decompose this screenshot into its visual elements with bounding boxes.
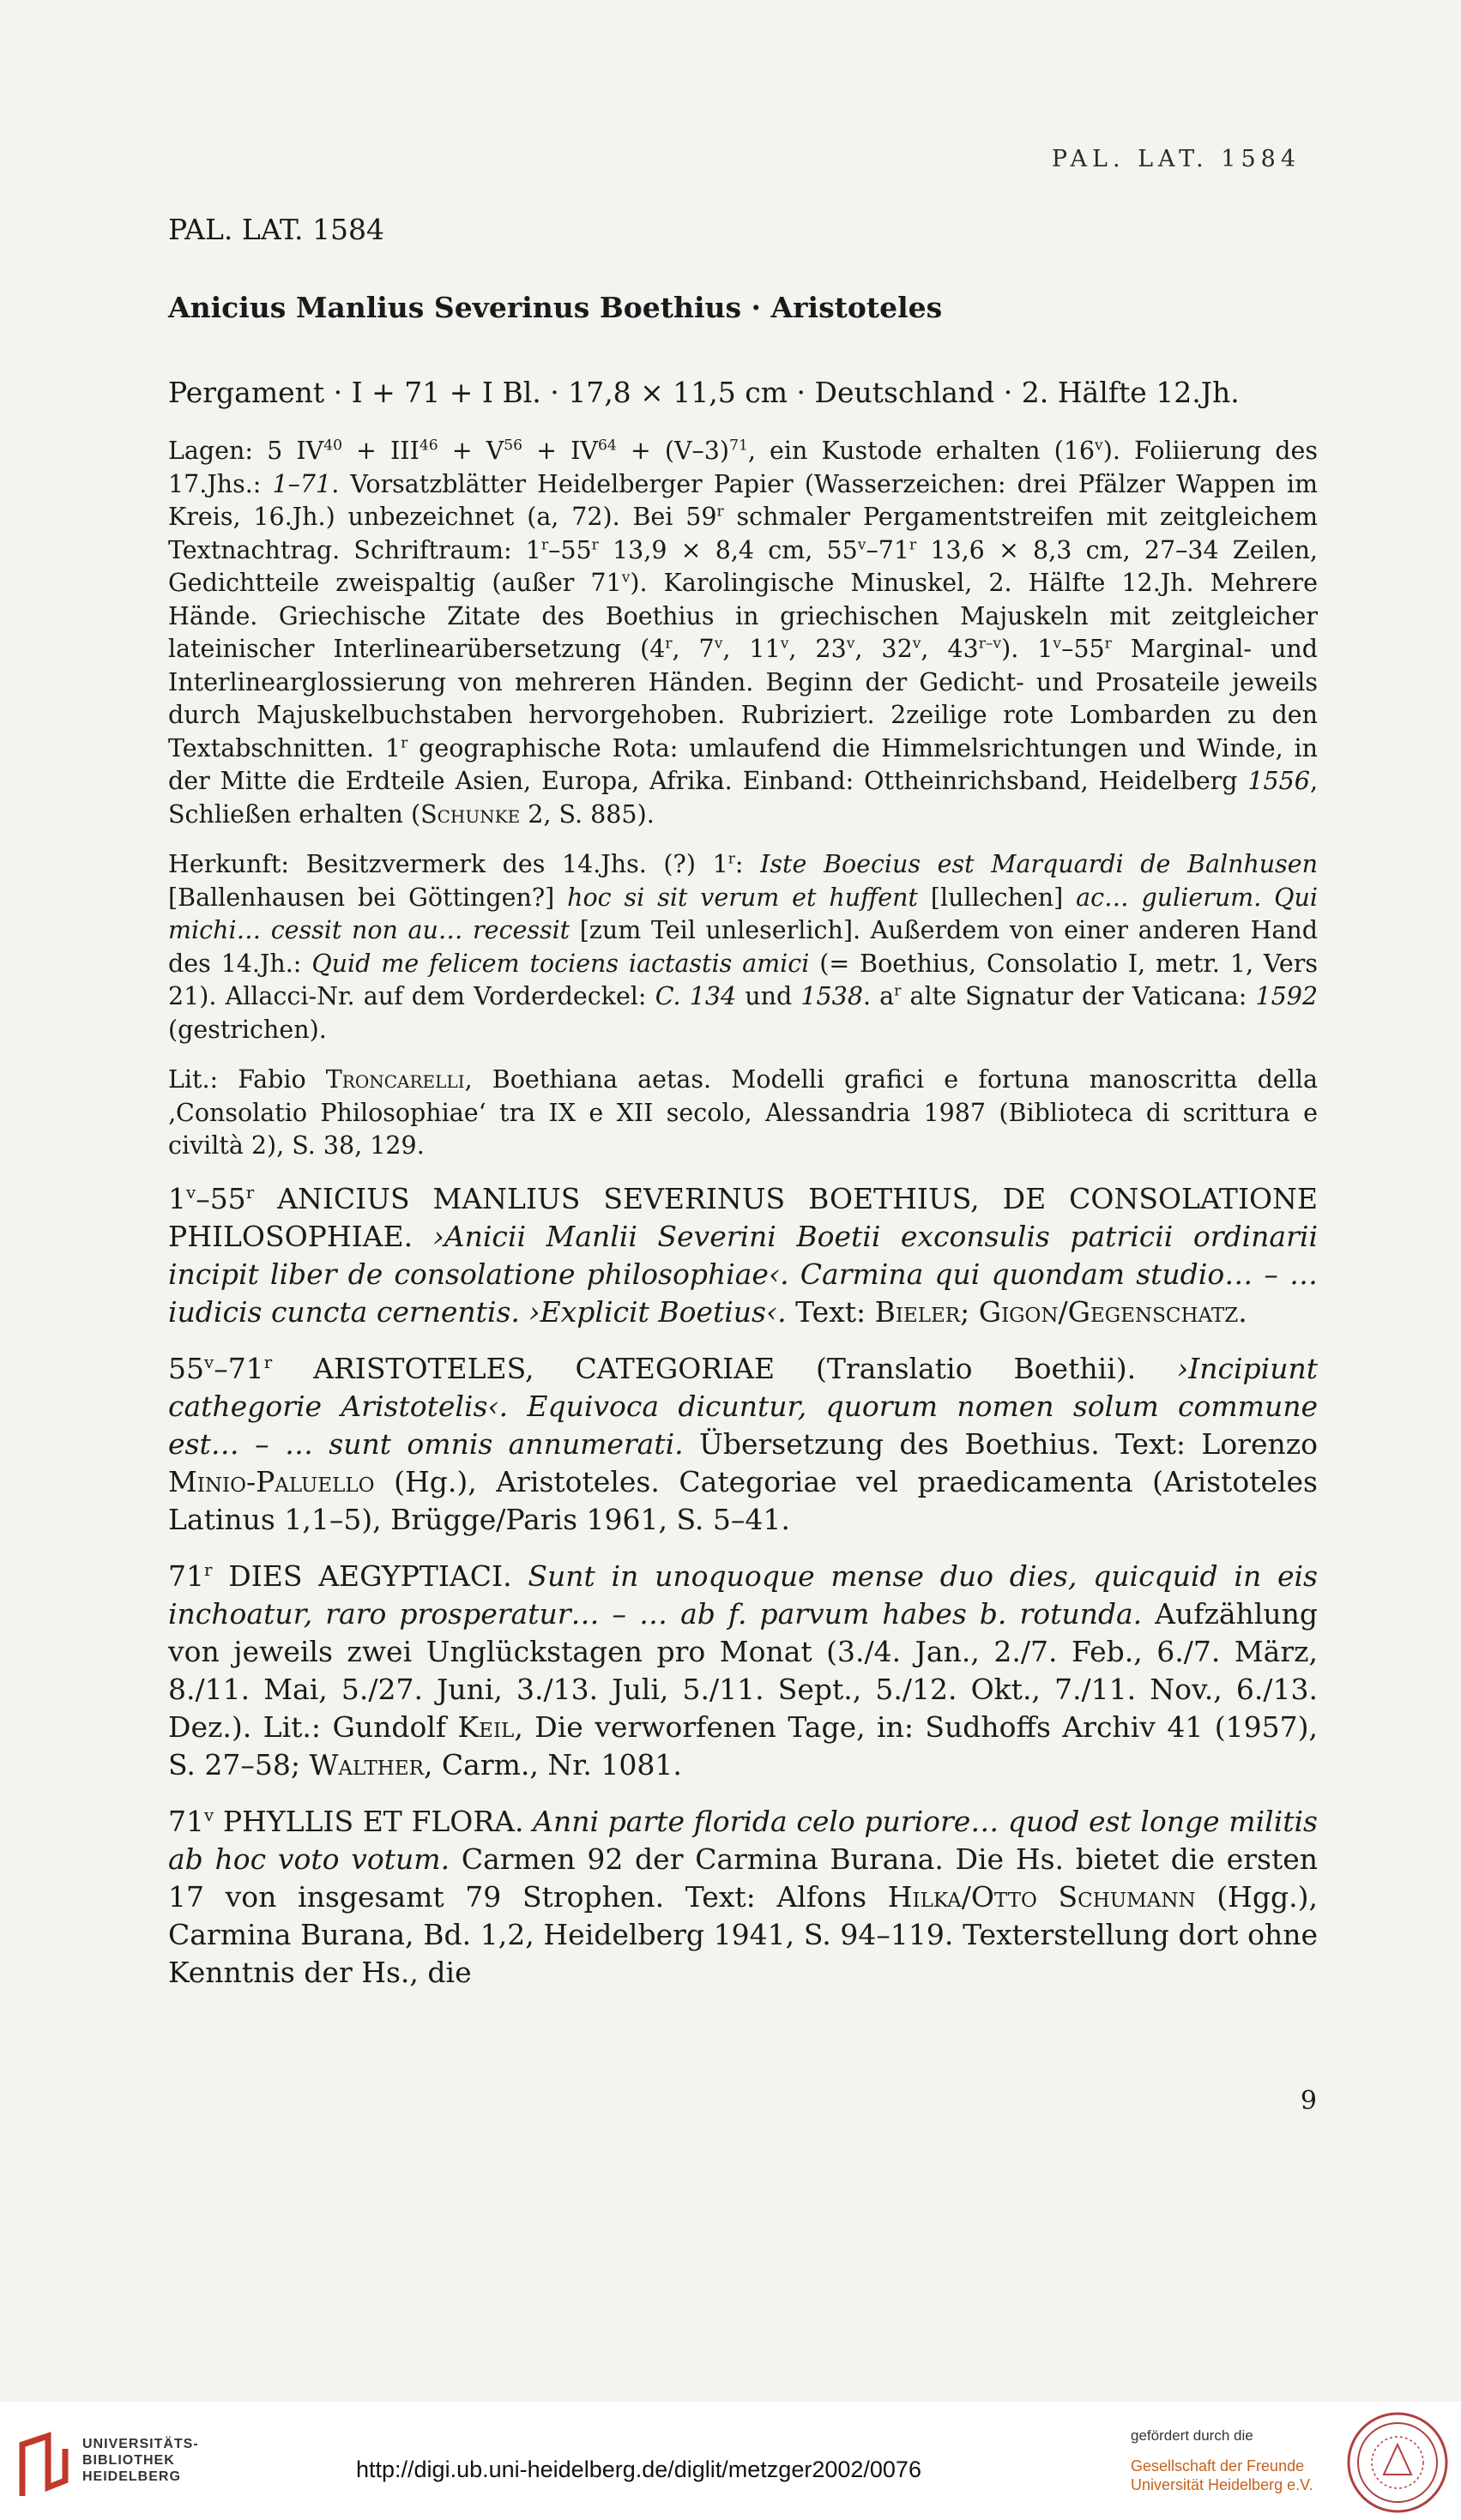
permalink-url[interactable]: http://digi.ub.uni-heidelberg.de/diglit/metzger2002/0076 bbox=[356, 2457, 921, 2482]
content-entry-dies-aegyptiaci: 71$^r$ DIES AEGYPTIACI. Sunt in unoquoque mense duo dies, quicquid in eis inchoatur, raro prosperatur… – … ab f. parvum habes b. rotunda. Aufzählung von jeweils zwei Unglückstagen pro Monat (3./4. Jan., 2./7. Feb., 6./7. März, 8./11. Mai, 5./27. Juni, 3./13. Juli, 5./11. Sept., 5./12. Okt., 7./11. Nov., 6./13. Dez.). Lit.: Gundolf Keil, Die verworfenen Tage, in: Sudhoffs Archiv 41 (1957), S. 27–58; Walther, Carm., Nr. 1081. bbox=[168, 1558, 1318, 1781]
funded-by-label: gefördert durch die bbox=[1131, 2427, 1253, 2444]
catalog-entry bbox=[168, 213, 1318, 2011]
university-seal-icon bbox=[1345, 2410, 1450, 2515]
university-library-logo-icon bbox=[14, 2427, 74, 2505]
content-entry-boethius: 1$^v$–55$^r$ ANICIUS MANLIUS SEVERINUS BOETHIUS, DE CONSOLATIONE PHILOSOPHIAE. ›Anicii Manlii Severini Boetii exconsulis patricii ordinarii incipit liber de consolatione philosophiae‹. Carmina qui quondam studio… – … iudicis cuncta cernentis. ›Explicit Boetius‹. Text: Bieler; Gigon/Gegenschatz. bbox=[168, 1181, 1318, 1329]
shelfmark: PAL. LAT. 1584 bbox=[168, 213, 384, 246]
literatur-paragraph: Lit.: Fabio Troncarelli, Boethiana aetas. Modelli grafici e fortuna manoscritta della ‚Consolatio Philosophiae‘ tra IX e XII secolo, Alessandria 1987 (Biblioteca di scrittura e civiltà 2), S. 38, 129. bbox=[168, 1065, 1318, 1160]
society-name: Gesellschaft der Freunde Universität Heidelberg e.V. bbox=[1131, 2457, 1313, 2493]
physical-description: Pergament · I + 71 + I Bl. · 17,8 × 11,5 cm · Deutschland · 2. Hälfte 12.Jh. bbox=[168, 376, 1240, 409]
page-number: 9 bbox=[1300, 2086, 1317, 2116]
footer-bar bbox=[0, 2402, 1461, 2520]
herkunft-paragraph: Herkunft: Besitzvermerk des 14.Jhs. (?) 1$^r$: Iste Boecius est Marquardi de Balnhusen [Ballenhausen bei Göttingen?] hoc si sit verum et huffent [lullechen] ac… gulierum. Qui michi… cessit non au… recessit [zum Teil unleserlich]. Außerdem von einer anderen Hand des 14.Jh.: Quid me felicem tociens iactastis amici (= Boethius, Consolatio I, metr. 1, Vers 21). Allacci-Nr. auf dem Vorderdeckel: C. 134 und 1538. $a^r$ alte Signatur der Vaticana: 1592 (gestrichen). bbox=[168, 850, 1319, 1044]
content-entry-aristoteles: 55$^v$–71$^r$ ARISTOTELES, CATEGORIAE (Translatio Boethii). ›Incipiunt cathegorie Aristotelis‹. Equivoca dicuntur, quorum nomen solum commune est… – … sunt omnis annumerati. Übersetzung des Boethius. Text: Lorenzo Minio-Paluello (Hg.), Aristoteles. Categoriae vel praedicamenta (Aristoteles Latinus 1,1–5), Brügge/Paris 1961, S. 5–41. bbox=[168, 1351, 1318, 1536]
content-entry-phyllis-et-flora: 71$^v$ PHYLLIS ET FLORA. Anni parte florida celo puriore… quod est longe militis ab hoc voto votum. Carmen 92 der Carmina Burana. Die Hs. bietet die ersten 17 von insgesamt 79 Strophen. Text: Alfons Hilka/Otto Schumann (Hgg.), Carmina Burana, Bd. 1,2, Heidelberg 1941, S. 94–119. Texterstellung dort ohne Kenntnis der Hs., die bbox=[168, 1804, 1318, 1989]
entry-title: Anicius Manlius Severinus Boethius · Aristoteles bbox=[168, 291, 943, 324]
lagen-paragraph: Lagen: 5 $IV^{40} + III^{46} + V^{56} + IV^{64} + (V-3)^{71}$, ein Kustode erhalten (16$^v$). Foliierung des 17.Jhs.: 1–71. Vorsatzblätter Heidelberger Papier (Wasserzeichen: drei Pfälzer Wappen im Kreis, 16.Jh.) unbezeichnet (a, 72). Bei 59$^r$ schmaler Pergamentstreifen mit zeitgleichem Textnachtrag. Schriftraum: 1$^r$–55$^r$ 13,9 × 8,4 cm, 55$^v$–71$^r$ 13,6 × 8,3 cm, 27–34 Zeilen, Gedichtteile zweispaltig (außer 71$^v$). Karolingische Minuskel, 2. Hälfte 12.Jh. Mehrere Hände. Griechische Zitate des Boethius in griechischen Majuskeln mit zeitgleicher lateinischer Interlinearübersetzung (4$^r$, 7$^v$, 11$^v$, 23$^v$, 32$^v$, 43$^{r-v}$). 1$^v$–55$^r$ Marginal- und Interlinearglossierung von mehreren Händen. Beginn der Gedicht- und Prosateile jeweils durch Majuskelbuchstaben hervorgehoben. Rubriziert. 2zeilige rote Lombarden zu den Textabschnitten. 1$^r$ geographische Rota: umlaufend die Himmelsrichtungen und Winde, in der Mitte die Erdteile Asien, Europa, Afrika. Einband: Ottheinrichsband, Heidelberg 1556, Schließen erhalten (Schunke 2, S. 885). bbox=[168, 437, 1319, 829]
library-name: UNIVERSITÄTS- BIBLIOTHEK HEIDELBERG bbox=[82, 2437, 199, 2484]
running-head: PAL. LAT. 1584 bbox=[1051, 146, 1301, 172]
